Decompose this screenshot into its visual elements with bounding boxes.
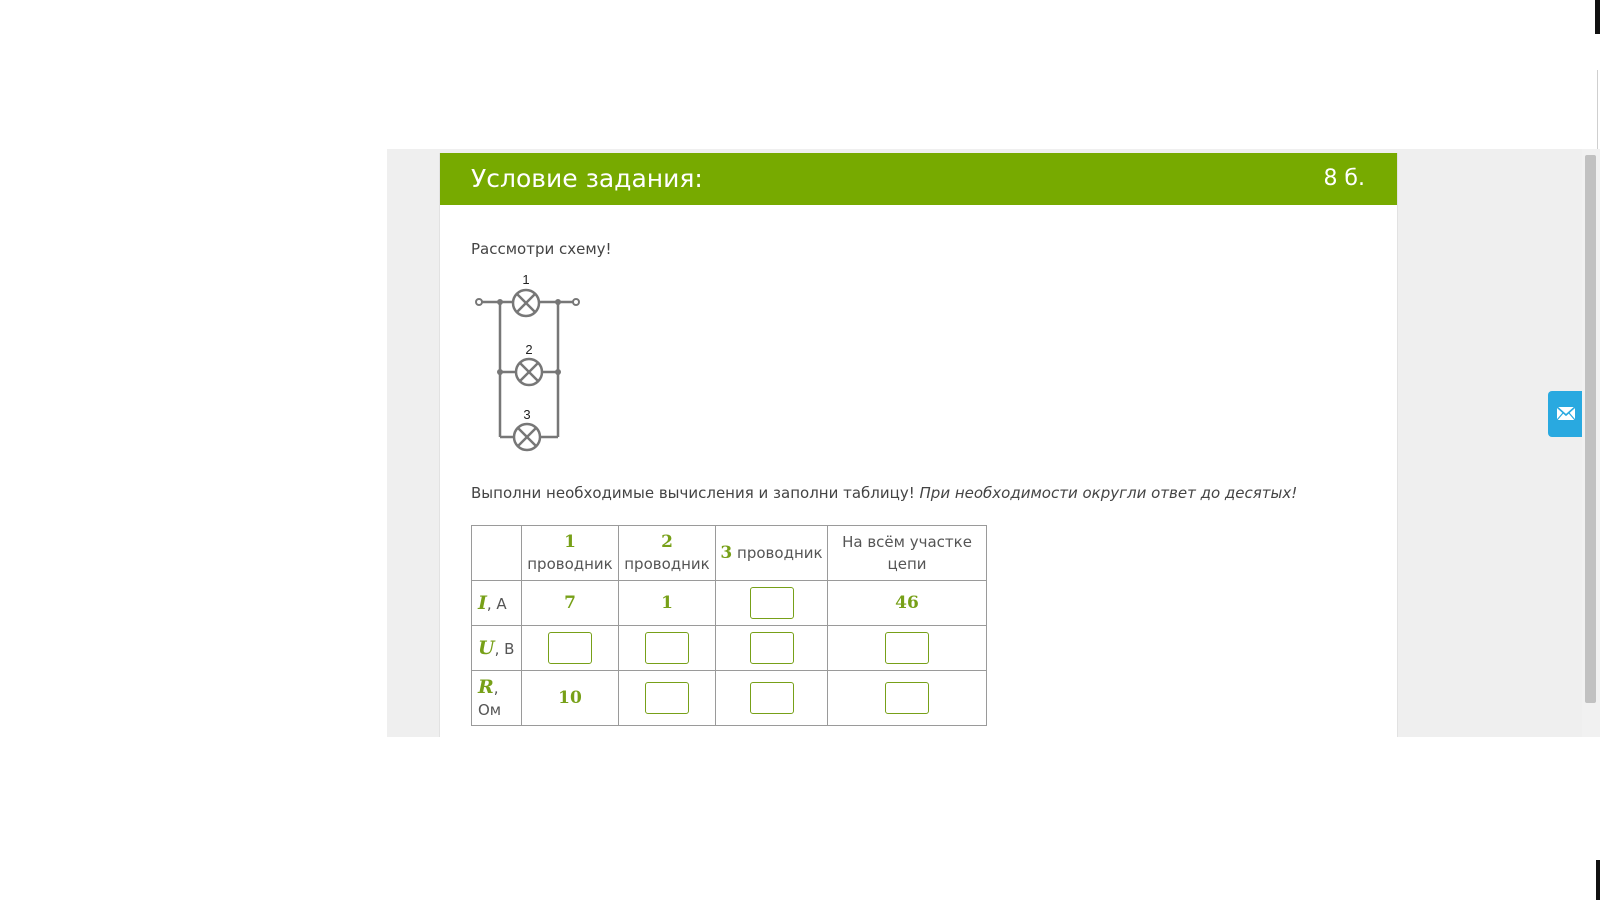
cell-U-2 bbox=[619, 626, 716, 671]
cell-R-2 bbox=[619, 671, 716, 726]
cell-I-2 bbox=[619, 581, 716, 626]
header-text: проводник bbox=[737, 544, 823, 562]
cell-I-total bbox=[828, 581, 987, 626]
lamp-1-label: 1 bbox=[522, 274, 530, 287]
cell-R-3 bbox=[716, 671, 828, 726]
row-label-resistance bbox=[472, 671, 522, 726]
symbol-R: R bbox=[478, 675, 494, 698]
junction-dot bbox=[555, 299, 561, 305]
answer-input-U-2[interactable] bbox=[645, 632, 689, 664]
scrollbar-thumb[interactable] bbox=[1585, 155, 1596, 703]
answer-input-R-2[interactable] bbox=[645, 682, 689, 714]
row-label-voltage bbox=[472, 626, 522, 671]
unit-label: , Ом bbox=[478, 678, 502, 719]
cell-U-3 bbox=[716, 626, 828, 671]
cell-R-total bbox=[828, 671, 987, 726]
table-row-voltage bbox=[472, 626, 987, 671]
unit-label: , А bbox=[486, 594, 507, 613]
answer-input-R-total[interactable] bbox=[885, 682, 929, 714]
instruction-italic: При необходимости округли ответ до десятых! bbox=[919, 484, 1298, 502]
cell-U-total bbox=[828, 626, 987, 671]
window-edge bbox=[1596, 860, 1600, 900]
junction-dot bbox=[555, 369, 561, 375]
lamp-3-icon bbox=[514, 424, 540, 450]
instruction-text bbox=[471, 483, 1297, 503]
table-row-current bbox=[472, 581, 987, 626]
answer-input-U-total[interactable] bbox=[885, 632, 929, 664]
answer-input-U-1[interactable] bbox=[548, 632, 592, 664]
scrollbar[interactable] bbox=[1582, 149, 1600, 737]
answer-input-I-3[interactable] bbox=[750, 587, 794, 619]
value: 7 bbox=[564, 593, 576, 613]
answer-input-R-3[interactable] bbox=[750, 682, 794, 714]
table-header-row bbox=[472, 526, 987, 581]
terminal-right bbox=[573, 299, 579, 305]
header-num: 2 bbox=[661, 532, 673, 552]
header-total bbox=[828, 526, 987, 581]
lamp-2-label: 2 bbox=[525, 342, 533, 357]
mail-icon bbox=[1548, 391, 1583, 437]
circuit-diagram bbox=[474, 274, 584, 454]
task-header bbox=[440, 153, 1397, 205]
header-conductor-1 bbox=[522, 526, 619, 581]
terminal-left bbox=[476, 299, 482, 305]
lamp-1-icon bbox=[513, 290, 539, 316]
junction-dot bbox=[497, 369, 503, 375]
cell-U-1 bbox=[522, 626, 619, 671]
window-edge-line bbox=[1597, 70, 1598, 149]
value: 1 bbox=[661, 593, 673, 613]
cell-R-1 bbox=[522, 671, 619, 726]
window-edge bbox=[1595, 0, 1600, 34]
intro-text: Рассмотри схему! bbox=[471, 240, 612, 258]
symbol-I: I bbox=[478, 591, 487, 614]
row-label-current bbox=[472, 581, 522, 626]
symbol-U: U bbox=[478, 636, 495, 659]
task-points: 8 б. bbox=[1323, 166, 1365, 191]
task-title: Условие задания: bbox=[471, 164, 703, 193]
unit-label: , В bbox=[494, 639, 515, 658]
table-corner-cell bbox=[472, 526, 522, 581]
cell-I-3 bbox=[716, 581, 828, 626]
header-num: 3 bbox=[720, 543, 733, 563]
header-conductor-3 bbox=[716, 526, 828, 581]
feedback-mail-button[interactable] bbox=[1548, 391, 1583, 437]
lamp-2-icon bbox=[516, 359, 542, 385]
instruction-main: Выполни необходимые вычисления и заполни таблицу! bbox=[471, 484, 915, 502]
header-text: На всём участке цепи bbox=[842, 533, 972, 573]
header-conductor-2 bbox=[619, 526, 716, 581]
table-row-resistance bbox=[472, 671, 987, 726]
value: 46 bbox=[895, 593, 919, 613]
header-num: 1 bbox=[564, 532, 576, 552]
header-text: проводник bbox=[527, 555, 613, 573]
answer-table bbox=[471, 525, 987, 726]
lamp-3-label: 3 bbox=[523, 407, 531, 422]
answer-input-U-3[interactable] bbox=[750, 632, 794, 664]
junction-dot bbox=[497, 299, 503, 305]
value: 10 bbox=[558, 688, 582, 708]
task-card bbox=[439, 153, 1398, 737]
header-text: проводник bbox=[624, 555, 710, 573]
cell-I-1 bbox=[522, 581, 619, 626]
